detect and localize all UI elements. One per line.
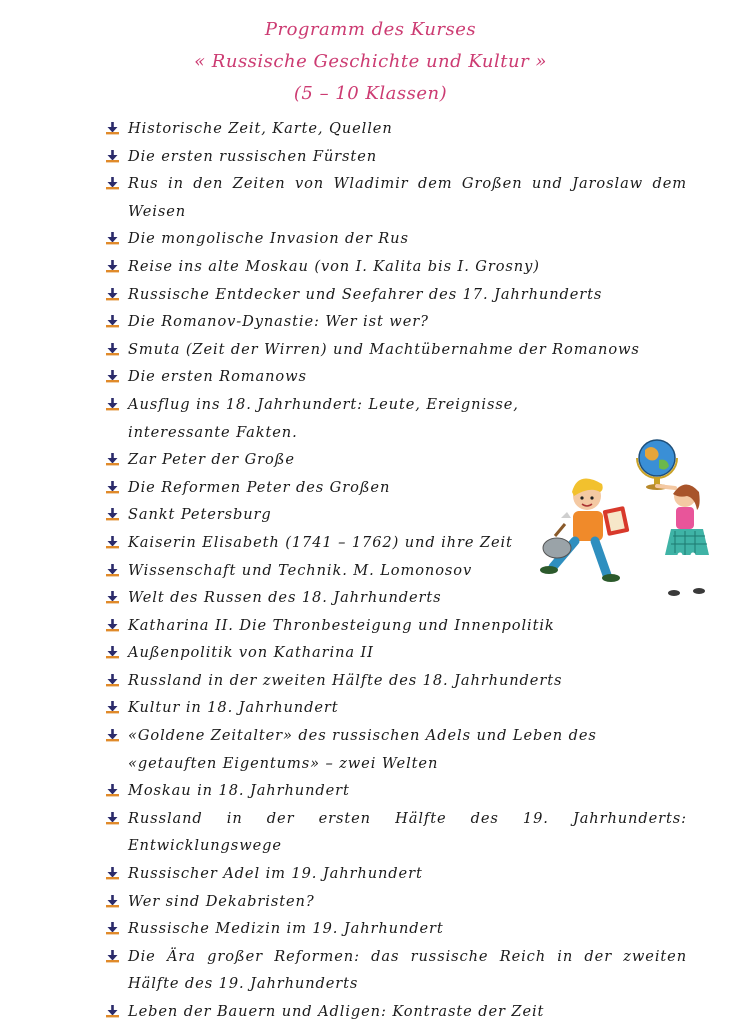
list-item (105, 998, 687, 1026)
arrow-down-bullet-icon (105, 453, 120, 467)
children-with-globe-illustration (535, 436, 710, 608)
arrow-down-bullet-icon (105, 508, 120, 522)
arrow-down-bullet-icon (105, 729, 120, 743)
arrow-down-bullet-icon (105, 536, 120, 550)
arrow-down-bullet-icon (105, 343, 120, 357)
arrow-down-bullet-icon (105, 564, 120, 578)
arrow-down-bullet-icon (105, 950, 120, 964)
list-item-text: Rus in den Zeiten von Wladimir dem Großen und Jaroslaw dem Weisen (128, 175, 687, 220)
arrow-down-bullet-icon (105, 288, 120, 302)
list-item (105, 805, 687, 860)
arrow-down-bullet-icon (105, 701, 120, 715)
list-item-text: Russische Medizin im 19. Jahrhundert (128, 920, 444, 938)
arrow-down-bullet-icon (105, 867, 120, 881)
arrow-down-bullet-icon (105, 646, 120, 660)
list-item-text: Wer sind Dekabristen? (128, 892, 315, 910)
arrow-down-bullet-icon (105, 1005, 120, 1019)
list-item (105, 860, 687, 888)
arrow-down-bullet-icon (105, 260, 120, 274)
list-item (105, 777, 687, 805)
list-item-text: Die Reformen Peter des Großen (128, 478, 391, 496)
title-line-3: (5 – 10 Klassen) (293, 83, 448, 104)
arrow-down-bullet-icon (105, 481, 120, 495)
list-item (105, 667, 687, 695)
list-item-text: Katharina II. Die Thronbesteigung und Innenpolitik (128, 616, 555, 634)
list-item-text: Russland in der zweiten Hälfte des 18. Jahrhunderts (128, 671, 563, 689)
list-item (105, 225, 687, 253)
list-item-text: Außenpolitik von Katharina II (128, 644, 374, 662)
list-item (105, 694, 687, 722)
arrow-down-bullet-icon (105, 895, 120, 909)
list-item (105, 115, 687, 143)
list-item-text: Die ersten russischen Fürsten (128, 147, 378, 165)
arrow-down-bullet-icon (105, 591, 120, 605)
list-item-text: Sankt Petersburg (128, 506, 272, 524)
arrow-down-bullet-icon (105, 150, 120, 164)
list-item-text: Leben der Bauern und Adligen: Kontraste der Zeit (128, 1003, 545, 1020)
arrow-down-bullet-icon (105, 370, 120, 384)
list-item (105, 391, 548, 446)
list-item-text: Die ersten Romanows (128, 368, 307, 386)
list-item (105, 363, 687, 391)
list-item (105, 253, 687, 281)
list-item-text: Russland in der ersten Hälfte des 19. Jahrhunderts: Entwicklungswege (128, 809, 687, 855)
list-item (105, 639, 687, 667)
list-item-text: Die Romanov-Dynastie: Wer ist wer? (128, 313, 429, 331)
list-item-text: Russische Entdecker und Seefahrer des 17. Jahrhunderts (128, 285, 603, 303)
list-item-text: Die Ära großer Reformen: das russische Reich in der zweiten Hälfte des 19. Jahrhunderts (128, 947, 687, 993)
list-item-text: Kultur in 18. Jahrhundert (128, 699, 339, 717)
title-line-2: « Russische Geschichte und Kultur » (194, 51, 547, 72)
arrow-down-bullet-icon (105, 619, 120, 633)
list-item-text: Historische Zeit, Karte, Quellen (128, 120, 393, 137)
list-item-text: Kaiserin Elisabeth (1741 – 1762) und ihre Zeit (128, 533, 513, 551)
list-item (105, 170, 687, 225)
list-item (105, 888, 687, 916)
arrow-down-bullet-icon (105, 398, 120, 412)
list-item (105, 281, 687, 309)
list-item (105, 336, 687, 364)
list-item-text: Zar Peter der Große (128, 451, 295, 469)
title-line-1: Programm des Kurses (264, 19, 477, 40)
arrow-down-bullet-icon (105, 784, 120, 798)
list-item-text: Smuta (Zeit der Wirren) und Machtübernahme der Romanows (128, 340, 640, 358)
arrow-down-bullet-icon (105, 122, 120, 136)
list-item (105, 722, 687, 777)
list-item (105, 612, 687, 640)
list-item-text: Wissenschaft und Technik. M. Lomonosov (128, 561, 473, 579)
arrow-down-bullet-icon (105, 674, 120, 688)
list-item-text: Welt des Russen des 18. Jahrhunderts (128, 589, 442, 607)
list-item (105, 308, 687, 336)
list-item-text: Die mongolische Invasion der Rus (128, 230, 409, 248)
list-item-text: Ausflug ins 18. Jahrhundert: Leute, Ereignisse, interessante Fakten. (128, 395, 519, 441)
list-item-text: «Goldene Zeitalter» des russischen Adels und Leben des «getauften Eigentums» – zwei Welten (128, 727, 597, 772)
arrow-down-bullet-icon (105, 922, 120, 936)
list-item (105, 943, 687, 998)
list-item-text: Russischer Adel im 19. Jahrhundert (128, 865, 423, 883)
list-item-text: Reise ins alte Moskau (von I. Kalita bis I. Grosny) (128, 257, 540, 275)
arrow-down-bullet-icon (105, 812, 120, 826)
list-item-text: Moskau in 18. Jahrhundert (128, 782, 350, 800)
arrow-down-bullet-icon (105, 232, 120, 246)
list-item (105, 143, 687, 171)
list-item (105, 915, 687, 943)
course-title (0, 14, 741, 110)
arrow-down-bullet-icon (105, 315, 120, 329)
arrow-down-bullet-icon (105, 177, 120, 191)
